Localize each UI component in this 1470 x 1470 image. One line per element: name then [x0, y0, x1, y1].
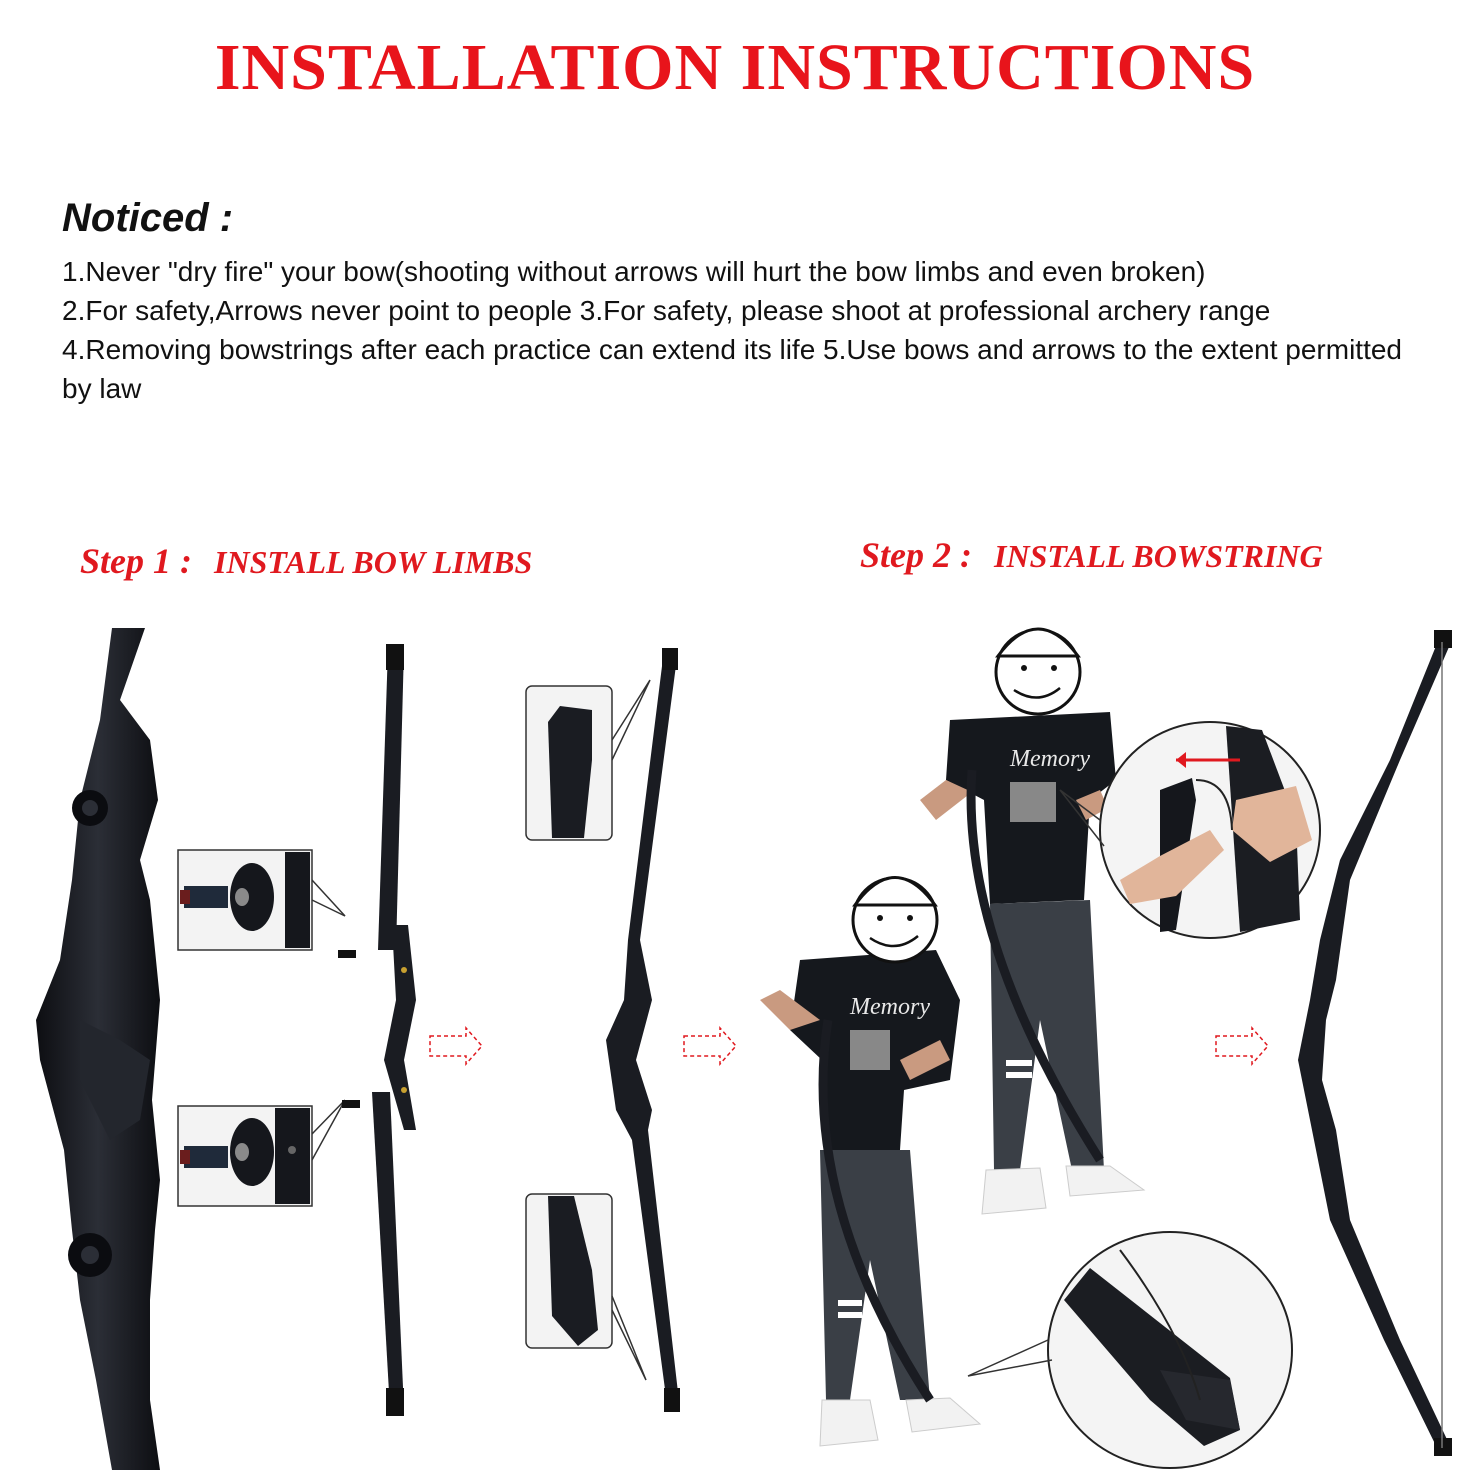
limb-tip-icon: [526, 680, 650, 840]
recurve-bow-icon: [1298, 630, 1452, 1456]
arrow-right-icon: [684, 1028, 736, 1064]
step-1-label: Step 1 :: [80, 541, 192, 581]
step-2-heading: [860, 534, 1323, 576]
bolt-icon: [178, 1100, 345, 1206]
recurve-bow-icon: [36, 628, 160, 1470]
safety-rules: [62, 252, 1402, 408]
rule-line: 1.Never "dry fire" your bow(shooting without arrows will hurt the bow limbs and even broken): [62, 256, 1206, 287]
person-icon: [920, 629, 1144, 1214]
step-1-text: INSTALL BOW LIMBS: [214, 544, 533, 580]
page-title: INSTALLATION INSTRUCTIONS: [214, 31, 1256, 104]
step-2-text: INSTALL BOWSTRING: [994, 538, 1323, 574]
step-1-heading: [80, 540, 532, 582]
shirt-graphic: Memory: [850, 994, 930, 1020]
person-icon: [760, 878, 980, 1447]
shirt-graphic: Memory: [1010, 746, 1090, 772]
rule-line: 2.For safety,Arrows never point to people 3.For safety, please shoot at professional archery range: [62, 295, 1271, 326]
bow-limbs-exploded: [338, 644, 416, 1416]
notice-heading: Noticed :: [62, 196, 234, 240]
instruction-illustration: [0, 600, 1470, 1470]
arrow-right-icon: [1216, 1028, 1268, 1064]
limb-tip-icon: [526, 1194, 646, 1380]
rule-line: 4.Removing bowstrings after each practice can extend its life 5.Use bows and arrows to the extent permitted by law: [62, 334, 1403, 404]
bolt-icon: [178, 850, 345, 950]
string-loop-icon: [968, 1232, 1292, 1468]
assembled-bow: [606, 648, 680, 1412]
step-2-label: Step 2 :: [860, 535, 972, 575]
arrow-right-icon: [430, 1028, 482, 1064]
